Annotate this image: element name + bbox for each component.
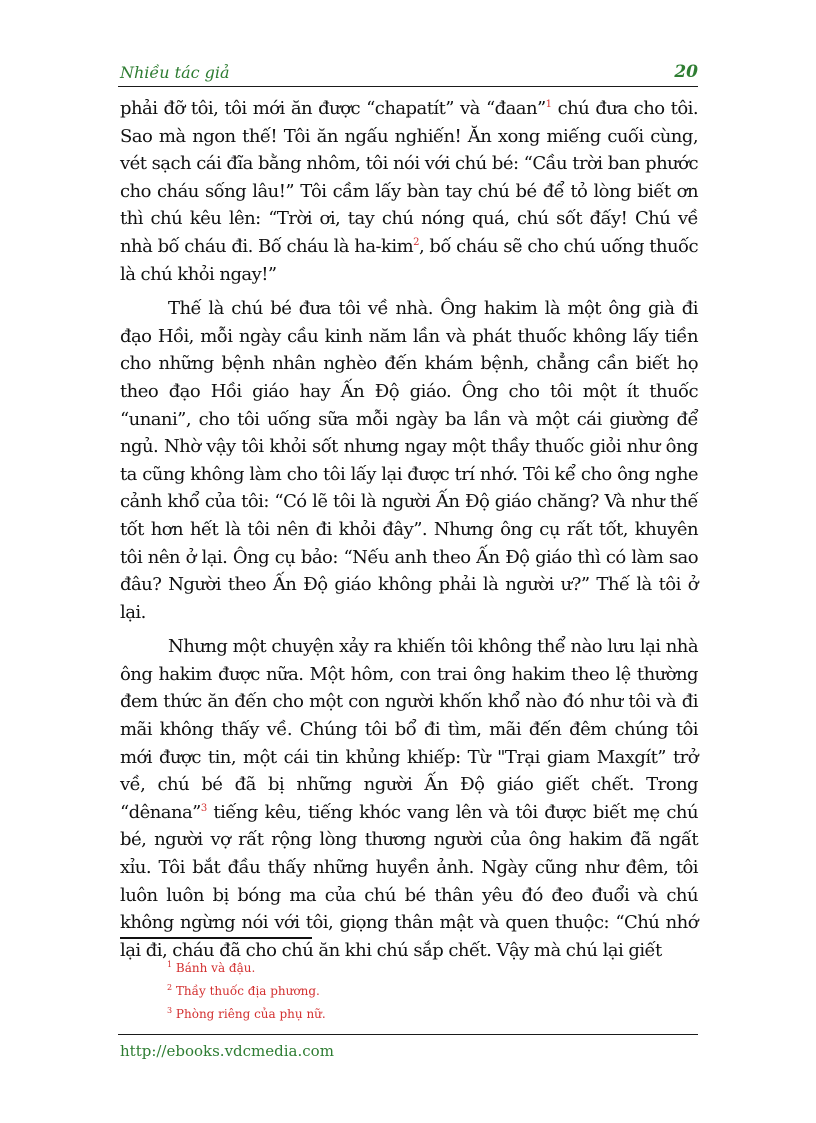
footnote-item [167, 955, 326, 978]
footnote-number: 2 [167, 983, 173, 992]
text-run: tiếng kêu, tiếng khóc vang lên và tôi được biết mẹ chú bé, người vợ rất rộng lòng thương người của ông hakim đã ngất xỉu. Tôi bắt đầu thấy những huyền ảnh. Ngày cũng như đêm, tôi luôn luôn bị bóng ma của chú bé thân yêu đó đeo đuổi và chú không ngừng nói với tôi, giọng thân mật và quen thuộc: “Chú nhớ lại đi, cháu đã cho chú ăn khi chú sắp chết. Vậy mà chú lại giết [120, 801, 698, 961]
footnote-item [167, 978, 326, 1001]
header-divider [118, 86, 698, 87]
footnote-text: Phòng riêng của phụ nữ. [175, 1007, 326, 1021]
paragraph [120, 95, 698, 288]
footer-divider [118, 1034, 698, 1035]
footnote-ref[interactable]: 2 [413, 236, 419, 248]
footnote-number: 1 [167, 960, 173, 969]
footnote-ref[interactable]: 3 [200, 802, 207, 814]
page-number: 20 [674, 62, 698, 82]
paragraph [120, 633, 698, 964]
text-run: Nhưng một chuyện xảy ra khiến tôi không thể nào lưu lại nhà ông hakim được nữa. Một hôm, con trai ông hakim theo lệ thường đem thức ăn đến cho một con người khốn khổ nào đó như tôi và đi mãi không thấy về. Chúng tôi bổ đi tìm, mãi đến đêm chúng tôi mới được tin, một cái tin khủng khiếp: Từ "Trại giam Maxgít” trở về, chú bé đã bị những người Ấn Độ giáo giết chết. Trong “dênana” [120, 636, 698, 823]
header-author: Nhiều tác giả [120, 63, 230, 82]
footnote-ref[interactable]: 1 [545, 99, 552, 110]
text-run: chú đưa cho tôi. Sao mà ngon thế! Tôi ăn ngấu nghiến! Ăn xong miếng cuối cùng, vét sạch cái đĩa bằng nhôm, tôi nói với chú bé: “Cầu trời ban phước cho cháu sống lâu!” Tôi cầm lấy bàn tay chú bé để tỏ lòng biết ơn thì chú kêu lên: “Trời ơi, tay chú nóng quá, chú sốt đấy! Chú về nhà bố cháu đi. Bố cháu là ha-kim [120, 98, 698, 257]
footnote-divider [120, 937, 312, 939]
footnote-text: Thầy thuốc địa phương. [175, 984, 320, 998]
footnote-number: 3 [167, 1006, 173, 1015]
footnote-text: Bánh và đậu. [175, 961, 256, 975]
text-run: Thế là chú bé đưa tôi về nhà. Ông hakim là một ông già đi đạo Hồi, mỗi ngày cầu kinh năm lần và phát thuốc không lấy tiền cho những bệnh nhân nghèo đến khám bệnh, chẳng cần biết họ theo đạo Hồi giáo hay Ấn Độ giáo. Ông cho tôi một ít thuốc “unani”, cho tôi uống sữa mỗi ngày ba lần và một cái giường để ngủ. Nhờ vậy tôi khỏi sốt nhưng ngay một thầy thuốc giỏi như ông ta cũng không làm cho tôi lấy lại được trí nhớ. Tôi kể cho ông nghe cảnh khổ của tôi: “Có lẽ tôi là người Ấn Độ giáo chăng? Và như thế tốt hơn hết là tôi nên đi khỏi đây”. Nhưng ông cụ rất tốt, khuyên tôi nên ở lại. Ông cụ bảo: “Nếu anh theo Ấn Độ giáo thì có làm sao đâu? Người theo Ấn Độ giáo không phải là người ư?” Thế là tôi ở lại. [120, 298, 698, 623]
footnotes [167, 955, 326, 1024]
body-text [120, 95, 698, 971]
text-run: phải đỡ tôi, tôi mới ăn được “chapatít” và “đaan” [120, 98, 546, 119]
paragraph [120, 295, 698, 626]
footnote-item [167, 1001, 326, 1024]
text-run: , bố cháu sẽ cho chú uống thuốc là chú khỏi ngay!” [120, 235, 698, 285]
footer-url-link[interactable]: http://ebooks.vdcmedia.com [120, 1042, 334, 1060]
